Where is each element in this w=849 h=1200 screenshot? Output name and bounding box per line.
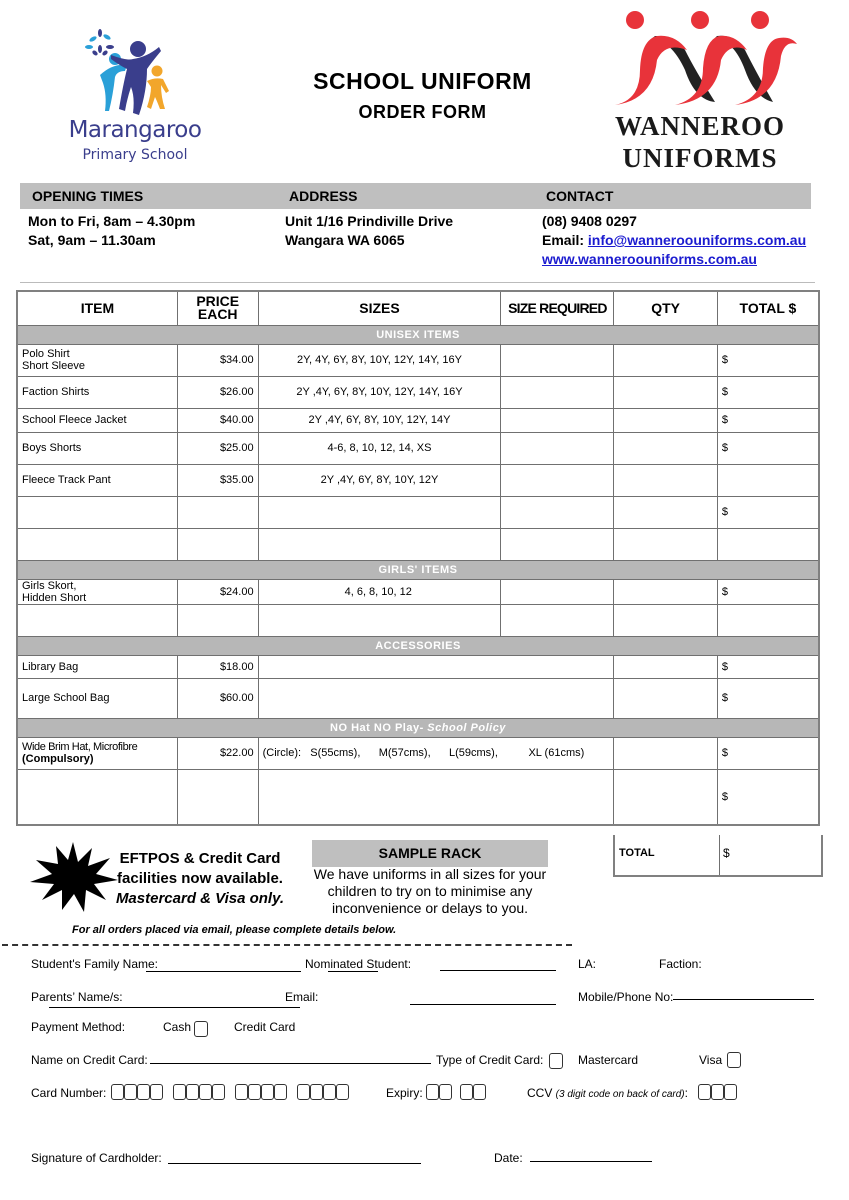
table-row (17, 464, 819, 496)
wanneroo-uniforms-logo (595, 10, 805, 175)
total-input[interactable]: $ (717, 344, 819, 376)
sizes-empty (258, 655, 614, 678)
qty-input[interactable] (614, 432, 717, 464)
brand-line-1: WANNEROO (614, 111, 785, 141)
qty-input[interactable] (614, 408, 717, 432)
qty-input[interactable] (614, 769, 717, 825)
item-faction: Faction Shirts (17, 376, 177, 408)
ccv-input[interactable] (698, 1084, 737, 1100)
email-link[interactable]: info@wanneroouniforms.com.au (587, 232, 807, 248)
price-input[interactable] (177, 769, 258, 825)
sizes-empty (258, 678, 614, 718)
item-school-bag: Large School Bag (17, 678, 177, 718)
eftpos-notice: EFTPOS & Credit Card facilities now available. Mastercard & Visa only. (115, 850, 285, 907)
sizes: 4, 6, 8, 10, 12 (258, 579, 501, 604)
grand-total-input[interactable]: $ (723, 846, 730, 860)
total-input[interactable]: $ (717, 579, 819, 604)
item-jacket: School Fleece Jacket (17, 408, 177, 432)
price: $26.00 (177, 376, 258, 408)
faction-label: Faction: (659, 957, 702, 971)
school-name: Marangaroo (68, 117, 202, 143)
item-trackpant: Fleece Track Pant (17, 464, 177, 496)
sizes: 2Y ,4Y, 6Y, 8Y, 10Y, 12Y, 14Y, 16Y (258, 376, 501, 408)
nominated-student-field[interactable] (440, 970, 556, 971)
qty-input[interactable] (614, 344, 717, 376)
card-number-group-1[interactable] (111, 1084, 163, 1100)
signature-field[interactable] (168, 1163, 421, 1164)
page-subtitle: ORDER FORM (358, 102, 487, 122)
table-row (17, 432, 819, 464)
col-sizes: SIZES (258, 291, 501, 325)
card-number-group-3[interactable] (235, 1084, 287, 1100)
name-on-card-label: Name on Credit Card: (31, 1053, 148, 1067)
section-accessories: ACCESSORIES (17, 636, 819, 655)
total-input[interactable]: $ (717, 432, 819, 464)
school-subtitle: Primary School (82, 147, 188, 163)
sizes: 4-6, 8, 10, 12, 14, XS (258, 432, 501, 464)
cut-line (2, 944, 572, 946)
expiry-label: Expiry: (386, 1086, 423, 1100)
sizes: 2Y ,4Y, 6Y, 8Y, 10Y, 12Y, 14Y (258, 408, 501, 432)
qty-input[interactable] (614, 655, 717, 678)
price-input[interactable] (177, 604, 258, 636)
phone-number: (08) 9408 0297 (542, 213, 637, 229)
card-number-label: Card Number: (31, 1086, 107, 1100)
size-required-input[interactable] (501, 432, 614, 464)
mobile-field[interactable] (673, 999, 814, 1000)
total-input[interactable]: $ (717, 655, 819, 678)
item-input[interactable] (17, 496, 177, 528)
website-link[interactable]: www.wanneroouniforms.com.au (542, 251, 757, 267)
qty-input[interactable] (614, 464, 717, 496)
section-girls: GIRLS' ITEMS (17, 560, 819, 579)
parents-name-label: Parents’ Name/s: (31, 990, 123, 1004)
price-input[interactable] (177, 528, 258, 560)
qty-input[interactable] (614, 528, 717, 560)
size-required-input[interactable] (501, 579, 614, 604)
email-label: Email: (285, 990, 319, 1004)
size-required-input[interactable] (501, 344, 614, 376)
total-input[interactable]: $ (717, 376, 819, 408)
size-required-input[interactable] (501, 528, 614, 560)
table-row-blank (17, 769, 819, 825)
opening-saturday: Sat, 9am – 11.30am (28, 232, 156, 248)
visa-checkbox[interactable] (727, 1052, 741, 1068)
mobile-label: Mobile/Phone No: (578, 990, 674, 1004)
total-input[interactable]: $ (717, 408, 819, 432)
col-total: TOTAL $ (717, 291, 819, 325)
school-figures-icon (55, 25, 215, 117)
sizes-input[interactable] (258, 528, 501, 560)
total-input[interactable] (717, 464, 819, 496)
total-input[interactable]: $ (717, 737, 819, 769)
size-required-input[interactable] (501, 376, 614, 408)
contact-label: CONTACT (546, 188, 614, 204)
item-polo: Polo Shirt Short Sleeve (17, 344, 177, 376)
table-row-blank (17, 528, 819, 560)
size-required-input[interactable] (501, 496, 614, 528)
table-row-blank (17, 496, 819, 528)
date-field[interactable] (530, 1161, 652, 1162)
page-title: SCHOOL UNIFORM (313, 68, 532, 94)
total-input[interactable]: $ (717, 769, 819, 825)
sizes-input[interactable] (258, 769, 614, 825)
email-line (542, 232, 806, 248)
price: $25.00 (177, 432, 258, 464)
credit-card-label: Credit Card (234, 1020, 296, 1034)
table-header-row (17, 291, 819, 325)
signature-label: Signature of Cardholder: (31, 1151, 162, 1165)
card-number-group-2[interactable] (173, 1084, 225, 1100)
price: $60.00 (177, 678, 258, 718)
item-input[interactable] (17, 528, 177, 560)
price: $18.00 (177, 655, 258, 678)
col-item: ITEM (17, 291, 177, 325)
col-size-required: SIZE REQUIRED (501, 291, 614, 325)
total-input[interactable]: $ (717, 496, 819, 528)
payment-method-label: Payment Method: (31, 1020, 126, 1034)
price: $34.00 (177, 344, 258, 376)
wanneroo-figures-icon (595, 10, 805, 110)
table-row (17, 376, 819, 408)
email-order-note: For all orders placed via email, please complete details below. (72, 924, 397, 936)
card-type-label: Type of Credit Card: (436, 1053, 544, 1067)
cash-label: Cash (163, 1020, 192, 1034)
table-row (17, 737, 819, 769)
price: $22.00 (177, 737, 258, 769)
table-row (17, 655, 819, 678)
price: $35.00 (177, 464, 258, 496)
price: $24.00 (177, 579, 258, 604)
opening-times-label: OPENING TIMES (32, 188, 144, 204)
qty-input[interactable] (614, 376, 717, 408)
table-row (17, 678, 819, 718)
marangaroo-logo (55, 25, 215, 173)
price-input[interactable] (177, 496, 258, 528)
expiry-year[interactable] (460, 1084, 486, 1100)
sizes: 2Y ,4Y, 6Y, 8Y, 10Y, 12Y (258, 464, 501, 496)
family-name-label: Student's Family Name: (31, 957, 159, 971)
order-table (16, 290, 820, 826)
email-field[interactable] (410, 1004, 556, 1005)
date-label: Date: (494, 1151, 523, 1165)
grand-total-box (613, 835, 823, 877)
table-row-blank (17, 604, 819, 636)
qty-input[interactable] (614, 737, 717, 769)
table-row (17, 344, 819, 376)
address-label: ADDRESS (289, 188, 358, 204)
table-row (17, 579, 819, 604)
section-hat-policy: NO Hat NO Play- School Policy (17, 718, 819, 737)
total-input[interactable] (717, 604, 819, 636)
size-required-input[interactable] (501, 464, 614, 496)
sizes: 2Y, 4Y, 6Y, 8Y, 10Y, 12Y, 14Y, 16Y (258, 344, 501, 376)
email-label: Email: (542, 232, 588, 248)
item-input[interactable] (17, 604, 177, 636)
la-label: LA: (578, 957, 597, 971)
name-on-card-field[interactable] (150, 1063, 431, 1064)
col-price: PRICE EACH (177, 291, 258, 325)
opening-weekday: Mon to Fri, 8am – 4.30pm (28, 213, 196, 229)
divider (20, 282, 815, 283)
expiry-month[interactable] (426, 1084, 452, 1100)
sample-rack-text: We have uniforms in all sizes for your children to try on to minimise any inconvenience or delays to you. (313, 866, 547, 916)
nominated-student-label: Nominated Student: (305, 957, 412, 971)
sizes-input[interactable] (258, 604, 501, 636)
address-line-1: Unit 1/16 Prindiville Drive (285, 213, 454, 229)
total-input[interactable]: $ (717, 678, 819, 718)
cash-checkbox[interactable] (194, 1021, 208, 1037)
mastercard-checkbox[interactable] (549, 1053, 563, 1069)
col-qty: QTY (614, 291, 717, 325)
brand-line-2: UNIFORMS (622, 143, 778, 173)
card-number-group-4[interactable] (297, 1084, 349, 1100)
item-skort: Girls Skort, Hidden Short (17, 579, 177, 604)
visa-label: Visa (699, 1053, 723, 1067)
item-input[interactable] (17, 769, 177, 825)
size-required-input[interactable] (501, 408, 614, 432)
table-row (17, 408, 819, 432)
mastercard-label: Mastercard (578, 1053, 639, 1067)
hat-sizes-circle[interactable]: (Circle): S(55cms), M(57cms), L(59cms), XL (61cms) (258, 737, 614, 769)
total-input[interactable] (717, 528, 819, 560)
item-shorts: Boys Shorts (17, 432, 177, 464)
address-line-2: Wangara WA 6065 (285, 232, 405, 248)
family-name-field[interactable] (146, 971, 301, 972)
section-unisex: UNISEX ITEMS (17, 325, 819, 344)
grand-total-label: TOTAL (619, 847, 655, 859)
qty-input[interactable] (614, 604, 717, 636)
qty-input[interactable] (614, 678, 717, 718)
parents-name-field[interactable] (49, 1007, 300, 1008)
qty-input[interactable] (614, 579, 717, 604)
item-library-bag: Library Bag (17, 655, 177, 678)
item-hat: Wide Brim Hat, Microfibre (Compulsory) (17, 737, 177, 769)
sizes-input[interactable] (258, 496, 501, 528)
price: $40.00 (177, 408, 258, 432)
qty-input[interactable] (614, 496, 717, 528)
sample-rack-title: SAMPLE RACK (312, 840, 548, 867)
ccv-label: CCV (3 digit code on back of card): (527, 1086, 688, 1100)
size-required-input[interactable] (501, 604, 614, 636)
